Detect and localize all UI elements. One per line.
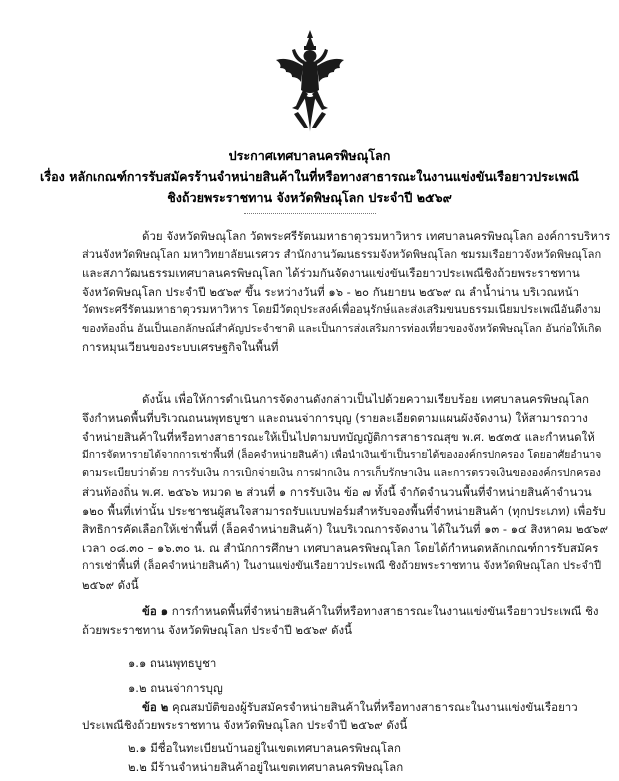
announcement-subject-cont: ชิงถ้วยพระราชทาน จังหวัดพิษณุโลก ประจำปี ๒๕๖๙ xyxy=(167,190,452,205)
clause1-text: การกำหนดพื้นที่จำหน่ายสินค้าในที่หรือทางสาธารณะในงานแข่งขันเรือยาวประเพณี ชิง xyxy=(171,604,599,618)
clause2-heading xyxy=(142,700,578,714)
clause1-item: ๑.๒ ถนนจ่าการบุญ xyxy=(128,681,223,695)
clause2-item: ๒.๒ มีร้านจำหน่ายสินค้าอยู่ในเขตเทศบาลนครพิษณุโลก xyxy=(128,760,404,774)
clause2-label: ข้อ ๒ xyxy=(142,700,169,714)
title-divider xyxy=(244,213,376,214)
para2-line: เวลา ๐๘.๓๐ – ๑๖.๓๐ น. ณ สำนักการศึกษา เทศบาลนครพิษณุโลก โดยได้กำหนดหลักเกณฑ์การรับสมัคร xyxy=(82,541,599,555)
para1-line: และสภาวัฒนธรรมเทศบาลนครพิษณุโลก ได้ร่วมกันจัดงานแข่งขันเรือยาวประเพณีชิงถ้วยพระราชทาน xyxy=(82,266,580,280)
para1-line: ของท้องถิ่น อันเป็นเอกลักษณ์สำคัญประจำชาติ และเป็นการส่งเสริมการท่องเที่ยวของจังหวัดพิษณุโลก อันก่อให้เกิด xyxy=(82,322,602,335)
para2-line: สิทธิการคัดเลือกให้เช่าพื้นที่ (ล็อคจำหน่ายสินค้า) ในบริเวณการจัดงาน ได้ในวันที่ ๑๓ - ๑๔ สิงหาคม ๒๕๖๙ xyxy=(82,522,609,536)
clause1-label: ข้อ ๑ xyxy=(142,604,169,618)
clause1-item: ๑.๑ ถนนพุทธบูชา xyxy=(128,656,217,670)
clause1-text-cont: ถ้วยพระราชทาน จังหวัดพิษณุโลก ประจำปี ๒๕๖๙ ดังนี้ xyxy=(82,623,353,637)
announcement-subject: เรื่อง หลักเกณฑ์การรับสมัครร้านจำหน่ายสินค้าในที่หรือทางสาธารณะในงานแข่งขันเรือยาวประเพณี xyxy=(40,169,579,184)
para2-line: ๒๕๖๙ ดังนี้ xyxy=(82,578,139,592)
para2-line: จำหน่ายสินค้าในที่หรือทางสาธารณะให้เป็นไปตามบทบัญญัติการสาธารณสุข พ.ศ. ๒๕๓๕ และกำหนดให้ xyxy=(82,430,595,444)
para2-line: ส่วนท้องถิ่น พ.ศ. ๒๕๖๖ หมวด ๒ ส่วนที่ ๑ การรับเงิน ข้อ ๗ ทั้งนี้ จำกัดจำนวนพื้นที่จำหน่ายสินค้าจำนวน xyxy=(82,485,592,499)
para1-line: วัดพระศรีรัตนมหาธาตุวรมหาวิหาร โดยมีวัตถุประสงค์เพื่ออนุรักษ์และส่งเสริมขนบธรรมเนียมประเพณีอันดีงาม xyxy=(82,303,602,316)
para2-line: ๑๒๐ พื้นที่เท่านั้น ประชาชนผู้สนใจสามารถรับแบบฟอร์มสำหรับจองพื้นที่จำหน่ายสินค้า (ทุกประเภท) เพื่อรับ xyxy=(82,504,606,518)
clause2-text: คุณสมบัติของผู้รับสมัครจำหน่ายสินค้าในที่หรือทางสาธารณะในงานแข่งขันเรือยาว xyxy=(172,700,578,714)
para1-line: ด้วย จังหวัดพิษณุโลก วัดพระศรีรัตนมหาธาตุวรมหาวิหาร เทศบาลนครพิษณุโลก องค์การบริหาร xyxy=(142,229,611,243)
garuda-emblem xyxy=(274,30,346,132)
para1-line: จังหวัดพิษณุโลก ประจำปี ๒๕๖๙ ขึ้น ระหว่างวันที่ ๑๖ - ๒๐ กันยายน ๒๕๖๙ ณ ลำน้ำน่าน บริเวณหน้า xyxy=(82,285,580,299)
para2-line: ดังนั้น เพื่อให้การดำเนินการจัดงานดังกล่าวเป็นไปด้วยความเรียบร้อย เทศบาลนครพิษณุโลก xyxy=(142,392,590,406)
para2-line: ตามระเบียบว่าด้วย การรับเงิน การเบิกจ่ายเงิน การฝากเงิน การเก็บรักษาเงิน และการตรวจเงินขององค์กรปกครอง xyxy=(82,466,601,479)
para1-line: การหมุนเวียนของระบบเศรษฐกิจในพื้นที่ xyxy=(82,340,279,354)
clause2-text-cont: ประเพณีชิงถ้วยพระราชทาน จังหวัดพิษณุโลก ประจำปี ๒๕๖๙ ดังนี้ xyxy=(82,718,408,732)
para2-line: การเช่าพื้นที่ (ล็อคจำหน่ายสินค้า) ในงานแข่งขันเรือยาวประเพณี ชิงถ้วยพระราชทาน จังหวัดพิษณุโลก ประจำปี xyxy=(82,559,602,572)
announcement-issuer: ประกาศเทศบาลนครพิษณุโลก xyxy=(228,148,391,163)
para2-line: มีการจัดหารายได้จากการเช่าพื้นที่ (ล็อคจำหน่ายสินค้า) เพื่อนำเงินเข้าเป็นรายได้ขององค์กรปกครอง โดยอาศัยอำนาจ xyxy=(82,449,602,461)
para2-line: จึงกำหนดพื้นที่บริเวณถนนพุทธบูชา และถนนจ่าการบุญ (รายละเอียดตามแผนผังจัดงาน) ให้สามารถวาง xyxy=(82,411,588,425)
clause1-heading xyxy=(142,604,599,618)
para1-line: ส่วนจังหวัดพิษณุโลก มหาวิทยาลัยนเรศวร สำนักงานวัฒนธรรมจังหวัดพิษณุโลก ชมรมเรือยาวจังหวัดพิษณุโลก xyxy=(82,248,602,261)
clause2-item: ๒.๑ มีชื่อในทะเบียนบ้านอยู่ในเขตเทศบาลนครพิษณุโลก xyxy=(128,741,401,755)
